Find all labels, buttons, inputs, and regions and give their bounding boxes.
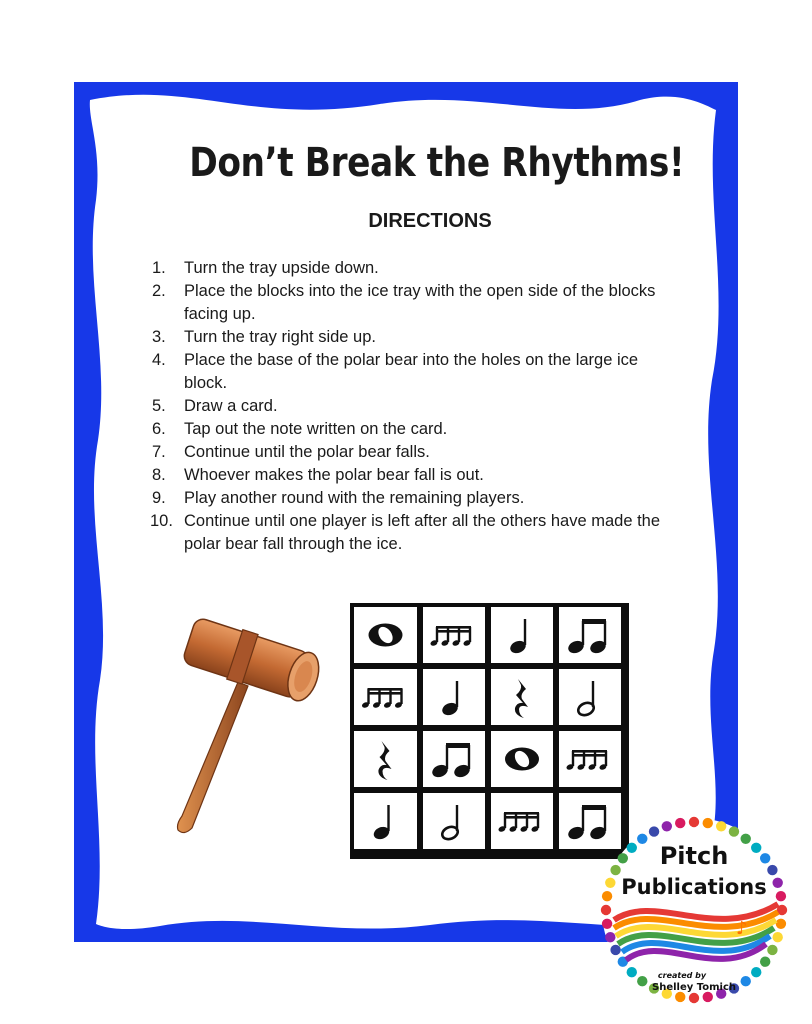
step-text: Continue until one player is left after all the others have made the polar bear fall through the ice.	[184, 512, 661, 553]
step-number: 1.	[152, 259, 166, 277]
whole-note-block	[491, 731, 553, 787]
badge-dot	[760, 853, 770, 863]
badge-line-2: Publications	[621, 875, 767, 899]
badge-dot	[729, 826, 739, 836]
pitch-publications-logo	[596, 812, 792, 1008]
quarter-note-block	[354, 793, 417, 849]
badge-dot	[675, 992, 685, 1002]
sixteenth-notes-icon	[354, 669, 417, 725]
list-item	[150, 510, 670, 556]
badge-dot	[741, 834, 751, 844]
step-number: 7.	[152, 443, 166, 461]
quarter-note-icon	[491, 607, 553, 663]
list-item	[150, 280, 670, 326]
sixteenth-notes-icon	[559, 731, 621, 787]
list-item	[150, 487, 670, 510]
step-text: Place the blocks into the ice tray with the open side of the blocks facing up.	[184, 282, 656, 323]
badge-dot	[649, 826, 659, 836]
step-text: Place the base of the polar bear into the holes on the large ice block.	[184, 351, 639, 392]
step-text: Whoever makes the polar bear fall is out.	[184, 466, 484, 484]
badge-dot	[751, 843, 761, 853]
badge-dot	[772, 932, 782, 942]
step-number: 6.	[152, 420, 166, 438]
step-number: 9.	[152, 489, 166, 507]
list-item	[150, 257, 670, 280]
quarter-rest-block	[491, 669, 553, 725]
whole-note-icon	[354, 607, 417, 663]
quarter-rest-icon	[491, 669, 553, 725]
badge-dot	[689, 993, 699, 1003]
badge-dot	[767, 945, 777, 955]
badge-dot	[610, 945, 620, 955]
list-item	[150, 326, 670, 349]
whole-note-icon	[491, 731, 553, 787]
badge-dot	[703, 818, 713, 828]
rhythm-grid	[350, 603, 629, 859]
step-text: Turn the tray upside down.	[184, 259, 379, 277]
badge-dot	[760, 957, 770, 967]
sixteenth-notes-block	[491, 793, 553, 849]
sixteenth-notes-block	[354, 669, 417, 725]
list-item	[150, 441, 670, 464]
half-note-block	[559, 669, 621, 725]
badge-dot	[675, 818, 685, 828]
step-text: Tap out the note written on the card.	[184, 420, 448, 438]
step-number: 2.	[152, 282, 166, 300]
badge-dot	[776, 891, 786, 901]
badge-created-by: created by	[657, 971, 707, 980]
badge-dot	[703, 992, 713, 1002]
sixteenth-notes-icon	[423, 607, 485, 663]
badge-dot	[627, 967, 637, 977]
badge-dot	[689, 817, 699, 827]
badge-dot	[662, 821, 672, 831]
step-text: Play another round with the remaining players.	[184, 489, 525, 507]
badge-dot	[637, 834, 647, 844]
badge-dot	[767, 865, 777, 875]
badge-dot	[610, 865, 620, 875]
list-item	[150, 395, 670, 418]
music-note-icon: ♪	[736, 918, 748, 939]
badge-dot	[627, 843, 637, 853]
list-item	[150, 349, 670, 395]
quarter-note-block	[423, 669, 485, 725]
step-number: 10.	[150, 512, 173, 530]
badge-dot	[605, 878, 615, 888]
page-title: Don’t Break the Rhythms!	[189, 140, 685, 186]
badge-dot	[601, 905, 611, 915]
badge-dot	[602, 891, 612, 901]
badge-dot	[618, 853, 628, 863]
badge-author: Shelley Tomich	[652, 982, 736, 993]
half-note-icon	[559, 669, 621, 725]
whole-note-block	[354, 607, 417, 663]
step-number: 5.	[152, 397, 166, 415]
quarter-rest-icon	[354, 731, 417, 787]
eighth-notes-icon	[559, 607, 621, 663]
step-text: Draw a card.	[184, 397, 278, 415]
badge-dot	[772, 878, 782, 888]
badge-dot	[637, 976, 647, 986]
half-note-icon	[423, 793, 485, 849]
badge-dot	[741, 976, 751, 986]
eighth-notes-block	[559, 607, 621, 663]
step-text: Turn the tray right side up.	[184, 328, 376, 346]
quarter-rest-block	[354, 731, 417, 787]
step-number: 3.	[152, 328, 166, 346]
list-item	[150, 464, 670, 487]
badge-line-1: Pitch	[659, 842, 729, 870]
quarter-note-icon	[354, 793, 417, 849]
badge-dot	[605, 932, 615, 942]
badge-dot	[602, 919, 612, 929]
step-text: Continue until the polar bear falls.	[184, 443, 430, 461]
half-note-block	[423, 793, 485, 849]
step-number: 4.	[152, 351, 166, 369]
badge-dot	[776, 919, 786, 929]
step-number: 8.	[152, 466, 166, 484]
directions-list	[150, 257, 670, 556]
badge-dot	[751, 967, 761, 977]
quarter-note-icon	[423, 669, 485, 725]
sixteenth-notes-icon	[491, 793, 553, 849]
list-item	[150, 418, 670, 441]
quarter-note-block	[491, 607, 553, 663]
mallet-icon	[170, 610, 330, 840]
eighth-notes-block	[423, 731, 485, 787]
sixteenth-notes-block	[559, 731, 621, 787]
directions-heading: DIRECTIONS	[368, 210, 492, 232]
eighth-notes-icon	[423, 731, 485, 787]
badge-dot	[716, 821, 726, 831]
sixteenth-notes-block	[423, 607, 485, 663]
